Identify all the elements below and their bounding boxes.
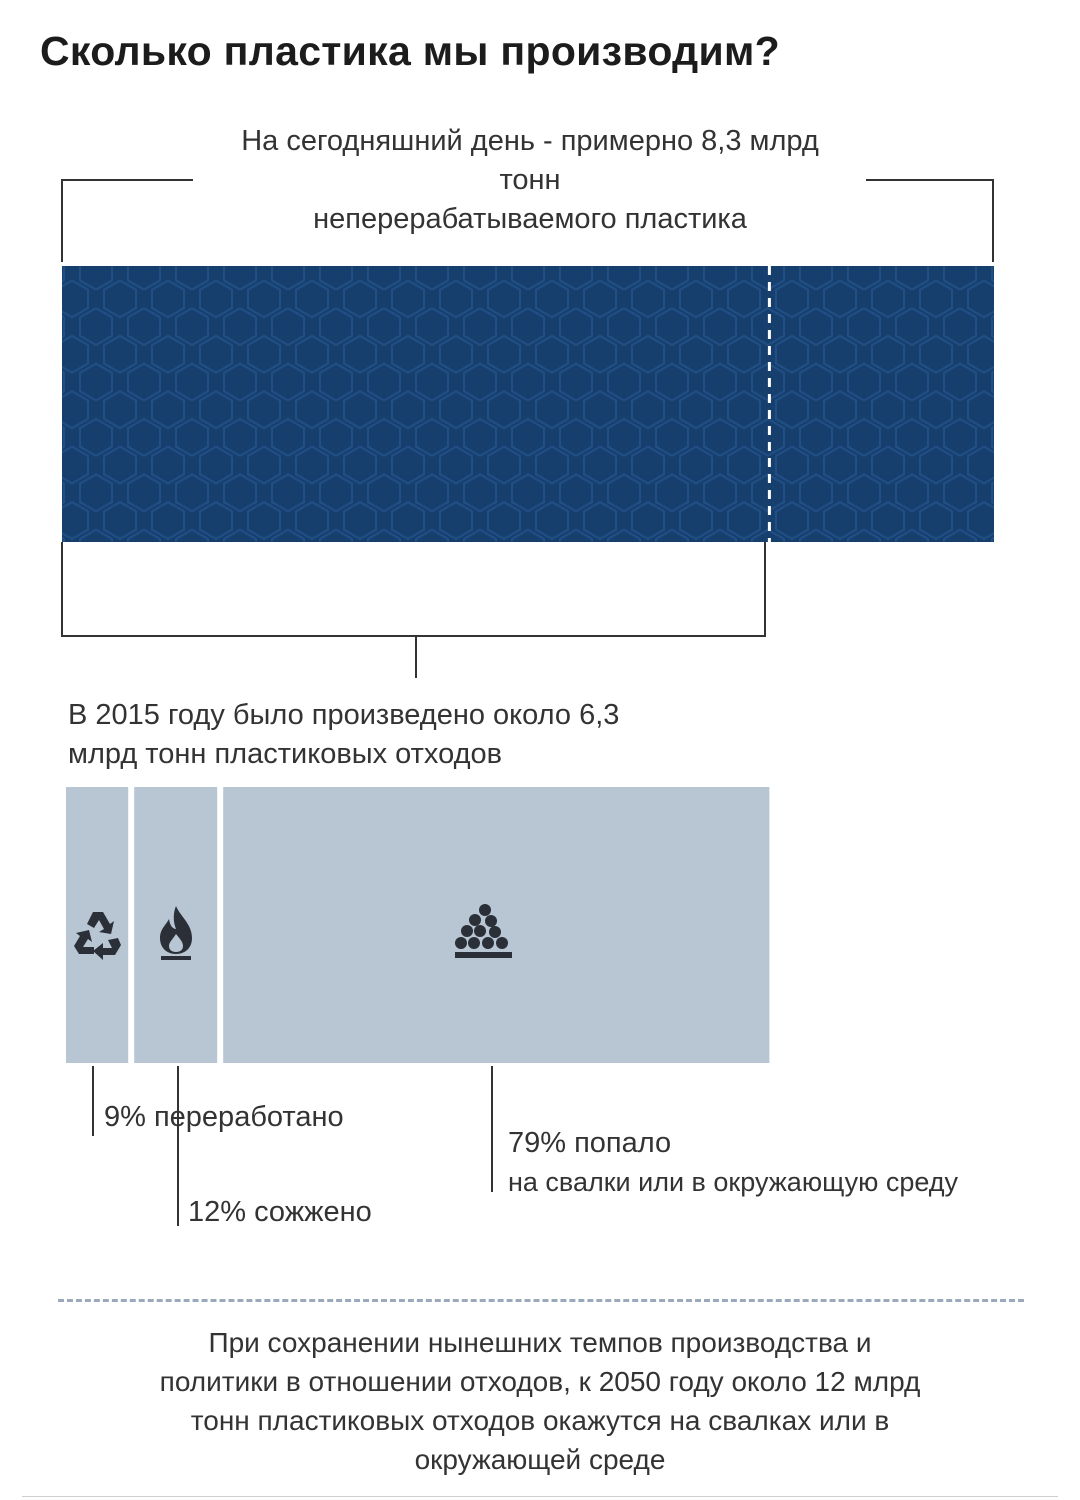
debris — [489, 926, 501, 938]
footer-divider — [58, 1299, 1024, 1302]
total-bracket-right — [866, 180, 993, 262]
total-bracket-left — [62, 180, 193, 262]
forecast-line3: тонн пластиковых отходов окажутся на свалках или в — [190, 1405, 890, 1436]
discarded-annotation-detail: на свалки или в окружающую среду — [508, 1167, 959, 1197]
bottom-rule — [22, 1496, 1058, 1497]
total-bracket — [62, 180, 993, 262]
landfill-ground — [455, 952, 512, 958]
total-label-line2: тонн — [499, 164, 561, 196]
bar-segment-discarded — [223, 787, 769, 1063]
debris — [482, 937, 494, 949]
debris — [474, 925, 486, 937]
forecast-note — [80, 1323, 1000, 1479]
recycled-annotation: 9% переработано — [104, 1101, 344, 1133]
waste-bracket-line — [62, 542, 765, 636]
waste-label-line2: млрд тонн пластиковых отходов — [68, 738, 503, 770]
incinerated-annotation: 12% сожжено — [188, 1196, 372, 1228]
waste-breakdown-bar — [66, 787, 769, 1063]
total-bar-hex-pattern — [62, 266, 994, 542]
bar-segment-recycled — [66, 787, 128, 1063]
debris — [468, 937, 480, 949]
debris — [479, 904, 491, 916]
fire-base — [161, 956, 191, 960]
page-title: Сколько пластика мы производим? — [40, 28, 780, 74]
waste-label-line1: В 2015 году было произведено около 6,3 — [68, 699, 620, 731]
debris — [455, 937, 467, 949]
forecast-line2: политики в отношении отходов, к 2050 году около 12 млрд — [159, 1366, 921, 1397]
debris — [469, 914, 481, 926]
waste-bracket — [62, 542, 765, 678]
debris — [496, 937, 508, 949]
total-label-line1: На сегодняшний день - примерно 8,3 млрд — [241, 125, 819, 157]
discarded-annotation: 79% попало — [508, 1127, 672, 1159]
forecast-line4: окружающей среде — [414, 1444, 666, 1475]
debris — [485, 915, 497, 927]
total-label-line3: неперерабатываемого пластика — [313, 203, 747, 235]
debris — [461, 925, 473, 937]
total-production-bar — [62, 266, 994, 542]
forecast-line1: При сохранении нынешних темпов производства и — [208, 1327, 872, 1358]
